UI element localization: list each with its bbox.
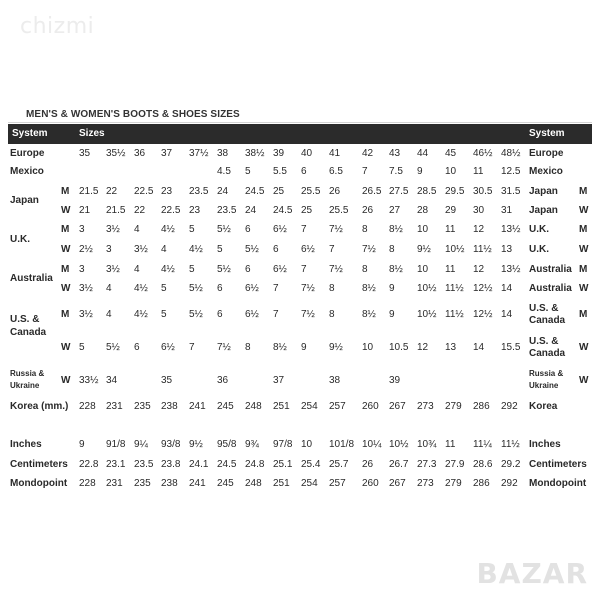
size-cell: 38 <box>329 375 341 386</box>
size-cell: 267 <box>389 478 406 489</box>
size-cell: 7 <box>362 166 368 177</box>
size-cell: 8½ <box>389 224 403 235</box>
size-cell: 43 <box>389 148 401 159</box>
size-cell: 37 <box>273 375 285 386</box>
row-label-right: U.S. & <box>529 303 559 314</box>
size-cell: 24.5 <box>273 205 293 216</box>
size-cell: 24 <box>217 186 229 197</box>
size-cell: 9 <box>417 166 423 177</box>
size-cell: 12.5 <box>501 166 521 177</box>
size-cell: 23 <box>161 186 173 197</box>
size-cell: 6½ <box>161 342 175 353</box>
row-label: Europe <box>10 148 45 159</box>
size-cell: 4½ <box>189 244 203 255</box>
size-cell: 260 <box>362 478 379 489</box>
size-cell: 228 <box>79 478 96 489</box>
size-cell: 14 <box>501 309 513 320</box>
gender-label-right: W <box>579 244 589 255</box>
size-cell: 235 <box>134 401 151 412</box>
size-cell: 7 <box>329 244 335 255</box>
size-cell: 7½ <box>301 309 315 320</box>
header-system-right: System <box>529 128 565 139</box>
size-cell: 10 <box>301 439 313 450</box>
size-cell: 6 <box>273 244 279 255</box>
size-cell: 26 <box>362 459 374 470</box>
gender-label-right: M <box>579 224 588 235</box>
size-cell: 29.5 <box>445 186 465 197</box>
row-label-right: Mexico <box>529 166 563 177</box>
size-cell: 36 <box>134 148 146 159</box>
size-cell: 9 <box>389 309 395 320</box>
size-cell: 25.5 <box>329 205 349 216</box>
size-cell: 5 <box>189 224 195 235</box>
gender-label: W <box>61 283 71 294</box>
size-cell: 13½ <box>501 224 521 235</box>
gender-label: W <box>61 342 71 353</box>
size-cell: 11 <box>445 224 456 235</box>
size-cell: 28.6 <box>473 459 493 470</box>
size-cell: 4 <box>134 224 140 235</box>
size-cell: 254 <box>301 478 318 489</box>
size-cell: 5½ <box>217 224 231 235</box>
size-cell: 46½ <box>473 148 493 159</box>
size-cell: 6 <box>245 224 251 235</box>
size-cell: 10 <box>417 224 429 235</box>
row-label-right: Europe <box>529 148 564 159</box>
size-cell: 279 <box>445 478 462 489</box>
size-cell: 241 <box>189 401 206 412</box>
size-cell: 24.5 <box>245 186 265 197</box>
size-cell: 7.5 <box>389 166 403 177</box>
size-cell: 5 <box>217 244 223 255</box>
row-label: Korea (mm.) <box>10 401 69 412</box>
size-cell: 24.5 <box>217 459 237 470</box>
size-cell: 5½ <box>189 309 203 320</box>
size-cell: 4½ <box>161 224 175 235</box>
size-cell: 23.1 <box>106 459 126 470</box>
size-cell: 39 <box>273 148 285 159</box>
size-cell: 245 <box>217 401 234 412</box>
gender-label: M <box>61 186 70 197</box>
size-cell: 4 <box>106 309 112 320</box>
size-cell: 40 <box>301 148 313 159</box>
size-cell: 4½ <box>161 264 175 275</box>
size-cell: 10½ <box>417 283 437 294</box>
row-label: U.S. & <box>10 314 40 325</box>
size-cell: 248 <box>245 478 262 489</box>
size-cell: 267 <box>389 401 406 412</box>
size-cell: 6½ <box>245 283 259 294</box>
size-cell: 93/8 <box>161 439 181 450</box>
size-cell: 6 <box>217 309 223 320</box>
gender-label-right: W <box>579 342 589 353</box>
size-cell: 7½ <box>217 342 231 353</box>
row-label-right: U.K. <box>529 224 549 235</box>
row-label-right: Japan <box>529 186 558 197</box>
gender-label-right: M <box>579 309 588 320</box>
size-cell: 6½ <box>245 309 259 320</box>
size-cell: 31 <box>501 205 513 216</box>
size-cell: 251 <box>273 401 290 412</box>
row-label: Centimeters <box>10 459 68 470</box>
size-cell: 245 <box>217 478 234 489</box>
size-cell: 9½ <box>417 244 431 255</box>
size-cell: 4½ <box>134 309 148 320</box>
row-label-right: Australia <box>529 283 572 294</box>
size-cell: 292 <box>501 478 518 489</box>
size-cell: 238 <box>161 401 178 412</box>
size-cell: 8½ <box>273 342 287 353</box>
size-cell: 21.5 <box>79 186 99 197</box>
size-cell: 231 <box>106 401 123 412</box>
size-cell: 10 <box>445 166 457 177</box>
size-cell: 273 <box>417 401 434 412</box>
size-cell: 36 <box>217 375 229 386</box>
row-label-right: Japan <box>529 205 558 216</box>
row-label: Mondopoint <box>10 478 68 489</box>
size-cell: 3½ <box>106 264 120 275</box>
size-cell: 4½ <box>134 283 148 294</box>
size-cell: 11½ <box>473 244 492 255</box>
size-cell: 273 <box>417 478 434 489</box>
size-cell: 48½ <box>501 148 521 159</box>
size-cell: 11 <box>445 264 456 275</box>
size-cell: 3½ <box>79 283 93 294</box>
size-cell: 6.5 <box>329 166 343 177</box>
size-cell: 21.5 <box>106 205 126 216</box>
row-label: Russia & <box>10 369 45 378</box>
gender-label: W <box>61 244 71 255</box>
size-cell: 2½ <box>79 244 93 255</box>
gender-label-right: W <box>579 205 589 216</box>
size-cell: 11 <box>473 166 484 177</box>
size-cell: 10 <box>417 264 429 275</box>
size-cell: 9 <box>389 283 395 294</box>
size-cell: 5 <box>245 166 251 177</box>
size-cell: 7½ <box>362 244 376 255</box>
size-cell: 9½ <box>189 439 203 450</box>
row-label: Mexico <box>10 166 44 177</box>
size-cell: 11¼ <box>473 439 492 450</box>
size-cell: 27.9 <box>445 459 465 470</box>
size-cell: 4.5 <box>217 166 231 177</box>
size-cell: 6½ <box>301 244 315 255</box>
size-cell: 279 <box>445 401 462 412</box>
row-label-right: Russia & <box>529 369 564 378</box>
size-cell: 24.1 <box>189 459 209 470</box>
row-label-right: Centimeters <box>529 459 587 470</box>
size-cell: 22.8 <box>79 459 99 470</box>
size-cell: 28 <box>417 205 429 216</box>
size-cell: 260 <box>362 401 379 412</box>
size-cell: 8 <box>329 309 335 320</box>
size-cell: 95/8 <box>217 439 237 450</box>
size-cell: 5 <box>161 283 167 294</box>
size-cell: 3 <box>79 224 85 235</box>
size-cell: 25.1 <box>273 459 293 470</box>
size-cell: 37 <box>161 148 173 159</box>
size-cell: 231 <box>106 478 123 489</box>
size-cell: 3 <box>79 264 85 275</box>
size-cell: 3½ <box>106 224 120 235</box>
size-cell: 7½ <box>329 264 343 275</box>
size-cell: 35 <box>79 148 91 159</box>
size-cell: 25.4 <box>301 459 321 470</box>
size-cell: 9¾ <box>245 439 259 450</box>
size-cell: 23 <box>189 205 201 216</box>
row-label: Australia <box>10 273 53 284</box>
size-cell: 11½ <box>445 309 464 320</box>
size-cell: 101/8 <box>329 439 355 450</box>
size-cell: 5 <box>79 342 85 353</box>
size-cell: 7 <box>273 283 279 294</box>
size-cell: 292 <box>501 401 518 412</box>
size-cell: 22 <box>134 205 146 216</box>
size-cell: 4 <box>161 244 167 255</box>
size-cell: 6 <box>217 283 223 294</box>
size-cell: 12 <box>417 342 429 353</box>
row-label-right: Canada <box>529 315 566 326</box>
size-cell: 3½ <box>134 244 148 255</box>
size-cell: 8½ <box>362 309 376 320</box>
size-cell: 3½ <box>79 309 93 320</box>
size-cell: 228 <box>79 401 96 412</box>
size-cell: 35 <box>161 375 173 386</box>
size-cell: 26 <box>362 205 374 216</box>
row-label: Japan <box>10 195 39 206</box>
size-cell: 38½ <box>245 148 265 159</box>
size-cell: 21 <box>79 205 91 216</box>
header-system: System <box>12 128 48 139</box>
size-cell: 8 <box>362 264 368 275</box>
size-cell: 25 <box>301 205 313 216</box>
size-cell: 7 <box>189 342 195 353</box>
size-cell: 5.5 <box>273 166 287 177</box>
size-cell: 8 <box>245 342 251 353</box>
gender-label: M <box>61 309 70 320</box>
size-cell: 39 <box>389 375 401 386</box>
size-cell: 29 <box>445 205 457 216</box>
size-cell: 41 <box>329 148 341 159</box>
size-cell: 25 <box>273 186 285 197</box>
size-cell: 12½ <box>473 309 493 320</box>
size-cell: 25.7 <box>329 459 349 470</box>
size-cell: 257 <box>329 478 346 489</box>
size-cell: 27 <box>389 205 401 216</box>
row-label: Canada <box>10 327 47 338</box>
row-label-right: U.K. <box>529 244 549 255</box>
size-cell: 5 <box>161 309 167 320</box>
size-cell: 45 <box>445 148 457 159</box>
size-cell: 13½ <box>501 264 521 275</box>
size-cell: 12 <box>473 264 485 275</box>
table-title: MEN'S & WOMEN'S BOOTS & SHOES SIZES <box>26 109 240 120</box>
size-cell: 6 <box>245 264 251 275</box>
watermark-logo-bottom: BAZAR <box>476 557 588 590</box>
row-label: U.K. <box>10 234 30 245</box>
size-cell: 7½ <box>329 224 343 235</box>
size-cell: 42 <box>362 148 374 159</box>
row-label: Inches <box>10 439 42 450</box>
gender-label: W <box>61 205 71 216</box>
size-cell: 3 <box>106 244 112 255</box>
row-label-right: Korea <box>529 401 558 412</box>
size-cell: 8½ <box>362 283 376 294</box>
size-cell: 12 <box>473 224 485 235</box>
size-cell: 4 <box>134 264 140 275</box>
row-label-right: U.S. & <box>529 336 559 347</box>
header-sizes: Sizes <box>79 128 105 139</box>
size-cell: 10¾ <box>417 439 437 450</box>
row-label-right: Inches <box>529 439 561 450</box>
size-cell: 22.5 <box>134 186 154 197</box>
size-cell: 7½ <box>301 283 315 294</box>
row-label-right: Ukraine <box>529 381 559 390</box>
size-cell: 30.5 <box>473 186 493 197</box>
row-label: Ukraine <box>10 381 40 390</box>
size-cell: 5½ <box>189 283 203 294</box>
size-cell: 286 <box>473 401 490 412</box>
size-cell: 44 <box>417 148 429 159</box>
size-cell: 5 <box>189 264 195 275</box>
size-cell: 10.5 <box>389 342 409 353</box>
size-cell: 10¼ <box>362 439 382 450</box>
size-cell: 6 <box>301 166 307 177</box>
size-cell: 241 <box>189 478 206 489</box>
size-cell: 238 <box>161 478 178 489</box>
size-cell: 22.5 <box>161 205 181 216</box>
size-cell: 24.8 <box>245 459 265 470</box>
size-cell: 11 <box>445 439 456 450</box>
size-cell: 9 <box>301 342 307 353</box>
size-cell: 30 <box>473 205 485 216</box>
row-label-right: Australia <box>529 264 572 275</box>
size-cell: 26.7 <box>389 459 409 470</box>
size-cell: 34 <box>106 375 118 386</box>
size-cell: 10½ <box>389 439 409 450</box>
size-cell: 23.8 <box>161 459 181 470</box>
size-cell: 257 <box>329 401 346 412</box>
size-cell: 35½ <box>106 148 126 159</box>
size-cell: 286 <box>473 478 490 489</box>
gender-label-right: W <box>579 375 589 386</box>
size-cell: 8½ <box>389 264 403 275</box>
size-cell: 13 <box>445 342 457 353</box>
size-cell: 26.5 <box>362 186 382 197</box>
size-cell: 14 <box>473 342 485 353</box>
size-cell: 28.5 <box>417 186 437 197</box>
gender-label: M <box>61 224 70 235</box>
size-cell: 31.5 <box>501 186 521 197</box>
gender-label: W <box>61 375 71 386</box>
size-cell: 235 <box>134 478 151 489</box>
size-cell: 27.5 <box>389 186 409 197</box>
gender-label-right: W <box>579 283 589 294</box>
divider <box>8 122 592 123</box>
size-cell: 38 <box>217 148 229 159</box>
size-cell: 27.3 <box>417 459 437 470</box>
gender-label-right: M <box>579 264 588 275</box>
size-cell: 248 <box>245 401 262 412</box>
size-cell: 9 <box>79 439 85 450</box>
size-cell: 33½ <box>79 375 99 386</box>
size-cell: 11½ <box>501 439 520 450</box>
size-cell: 29.2 <box>501 459 521 470</box>
size-cell: 8 <box>329 283 335 294</box>
size-cell: 9½ <box>329 342 343 353</box>
size-cell: 5½ <box>245 244 259 255</box>
size-cell: 6½ <box>273 224 287 235</box>
size-cell: 22 <box>106 186 118 197</box>
size-cell: 24 <box>245 205 257 216</box>
size-cell: 10½ <box>417 309 437 320</box>
size-cell: 91/8 <box>106 439 126 450</box>
size-cell: 7 <box>273 309 279 320</box>
size-cell: 7 <box>301 264 307 275</box>
row-label-right: Canada <box>529 348 566 359</box>
size-cell: 10½ <box>445 244 465 255</box>
size-cell: 11½ <box>445 283 464 294</box>
size-cell: 97/8 <box>273 439 293 450</box>
size-cell: 37½ <box>189 148 209 159</box>
size-cell: 6 <box>134 342 140 353</box>
size-cell: 12½ <box>473 283 493 294</box>
size-cell: 8 <box>389 244 395 255</box>
size-cell: 15.5 <box>501 342 521 353</box>
size-cell: 23.5 <box>134 459 154 470</box>
gender-label-right: M <box>579 186 588 197</box>
size-cell: 10 <box>362 342 374 353</box>
size-cell: 23.5 <box>217 205 237 216</box>
size-cell: 14 <box>501 283 513 294</box>
size-cell: 251 <box>273 478 290 489</box>
size-cell: 6½ <box>273 264 287 275</box>
size-cell: 26 <box>329 186 341 197</box>
size-cell: 8 <box>362 224 368 235</box>
watermark-logo-top: chizmi <box>20 14 95 39</box>
size-cell: 13 <box>501 244 513 255</box>
gender-label: M <box>61 264 70 275</box>
size-cell: 23.5 <box>189 186 209 197</box>
size-cell: 5½ <box>217 264 231 275</box>
row-label-right: Mondopoint <box>529 478 587 489</box>
size-cell: 254 <box>301 401 318 412</box>
size-cell: 25.5 <box>301 186 321 197</box>
size-cell: 4 <box>106 283 112 294</box>
size-cell: 5½ <box>106 342 120 353</box>
size-cell: 7 <box>301 224 307 235</box>
size-cell: 9¼ <box>134 439 148 450</box>
